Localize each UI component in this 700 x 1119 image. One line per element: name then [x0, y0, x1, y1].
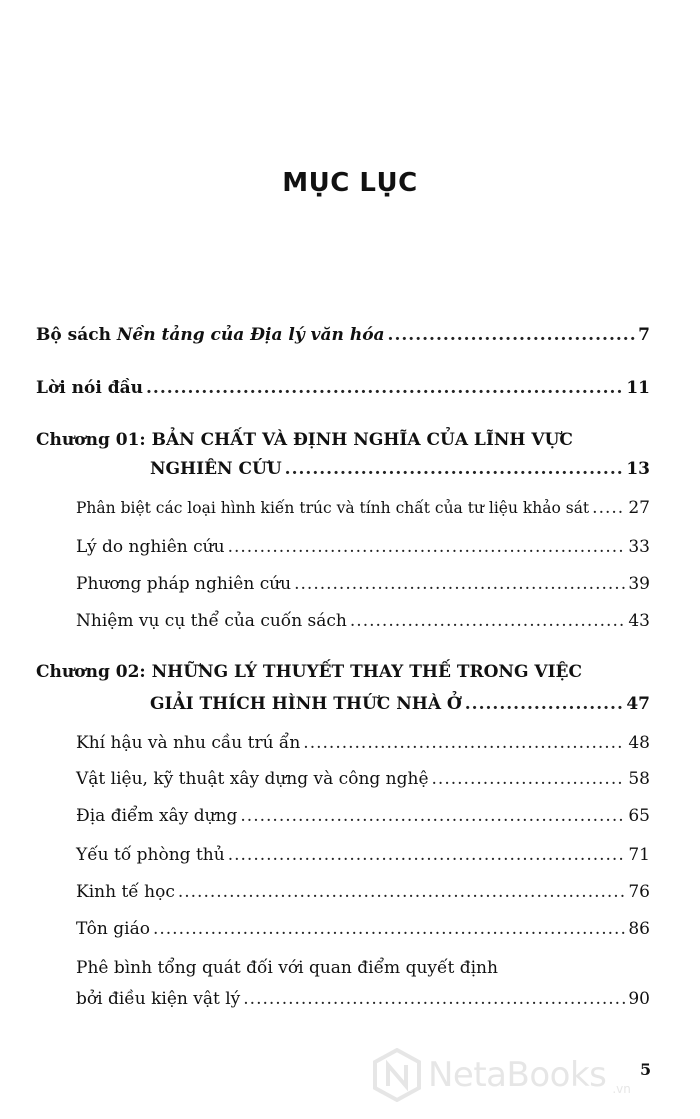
toc-section	[76, 917, 650, 941]
dot-leader	[432, 767, 626, 791]
dot-leader	[465, 692, 624, 716]
toc-entry-label: Phân biệt các loại hình kiến trúc và tính chất của tư liệu khảo sát	[76, 499, 590, 517]
dot-leader	[294, 572, 625, 596]
watermark-text: NetaBooks	[428, 1055, 607, 1095]
toc-section	[76, 987, 650, 1011]
toc-page-number: 48	[628, 733, 650, 753]
toc-page-number: 27	[628, 498, 650, 518]
toc-chapter-2	[150, 692, 650, 716]
dot-leader	[228, 843, 626, 867]
toc-page-number: 71	[628, 845, 650, 865]
toc-page-number: 43	[628, 611, 650, 631]
toc-page-number: 13	[626, 459, 650, 479]
toc-section	[76, 535, 650, 559]
dot-leader	[388, 323, 636, 347]
toc-page-number: 76	[628, 882, 650, 902]
toc-chapter-1-title: Chương 01: BẢN CHẤT VÀ ĐỊNH NGHĨA CỦA LĨNH VỰC	[36, 430, 573, 450]
toc-entry-label: bởi điều kiện vật lý	[76, 989, 241, 1009]
page-number: 5	[640, 1060, 652, 1079]
toc-entry-label: Yếu tố phòng thủ	[76, 845, 225, 865]
toc-entry-label: Nhiệm vụ cụ thể của cuốn sách	[76, 611, 347, 631]
toc-page-number: 58	[628, 769, 650, 789]
toc-section	[76, 572, 650, 596]
watermark-suffix: .vn	[612, 1082, 631, 1096]
toc-section-title: Phê bình tổng quát đối với quan điểm quyết định	[76, 958, 498, 978]
toc-section	[76, 731, 650, 755]
toc-page-number: 65	[628, 806, 650, 826]
toc-page-number: 7	[638, 325, 650, 345]
watermark-logo	[372, 1048, 631, 1102]
toc-entry-label: Tôn giáo	[76, 919, 150, 939]
hexagon-logo-icon	[372, 1048, 422, 1102]
toc-entry-label: Vật liệu, kỹ thuật xây dựng và công nghệ	[76, 769, 429, 789]
dot-leader	[285, 457, 624, 481]
dot-leader	[178, 880, 626, 904]
toc-entry-label: Lời nói đầu	[36, 378, 144, 398]
toc-entry-label: Bộ sách Nền tảng của Địa lý văn hóa	[36, 325, 385, 345]
toc-page-number: 86	[628, 919, 650, 939]
toc-chapter-1	[150, 457, 650, 481]
dot-leader	[303, 731, 625, 755]
toc-page-number: 39	[628, 574, 650, 594]
toc-entry-preface	[36, 376, 650, 400]
dot-leader	[243, 987, 625, 1011]
toc-section	[76, 880, 650, 904]
toc-entry-label: Lý do nghiên cứu	[76, 537, 225, 557]
dot-leader	[350, 609, 625, 633]
toc-section	[76, 804, 650, 828]
toc-entry-label: NGHIÊN CỨU	[150, 459, 282, 479]
toc-section	[76, 843, 650, 867]
toc-entry-label: Địa điểm xây dựng	[76, 806, 238, 826]
toc-page-number: 47	[626, 694, 650, 714]
toc-section	[76, 496, 650, 520]
page-title: MỤC LỤC	[282, 168, 418, 198]
toc-chapter-2-title: Chương 02: NHỮNG LÝ THUYẾT THAY THẾ TRONG VIỆC	[36, 662, 583, 682]
toc-page-number: 11	[626, 378, 650, 398]
dot-leader	[146, 376, 623, 400]
dot-leader	[228, 535, 626, 559]
toc-section	[76, 767, 650, 791]
toc-section	[76, 609, 650, 633]
toc-entry-label: Phương pháp nghiên cứu	[76, 574, 292, 594]
toc-entry-label: Kinh tế học	[76, 882, 175, 902]
toc-page-number: 90	[628, 989, 650, 1009]
dot-leader	[240, 804, 625, 828]
toc-entry-label: Khí hậu và nhu cầu trú ẩn	[76, 733, 301, 753]
toc-entry-series	[36, 323, 650, 347]
toc-page-number: 33	[628, 537, 650, 557]
dot-leader	[592, 496, 625, 520]
dot-leader	[153, 917, 625, 941]
toc-entry-label: GIẢI THÍCH HÌNH THỨC NHÀ Ở	[150, 694, 462, 714]
